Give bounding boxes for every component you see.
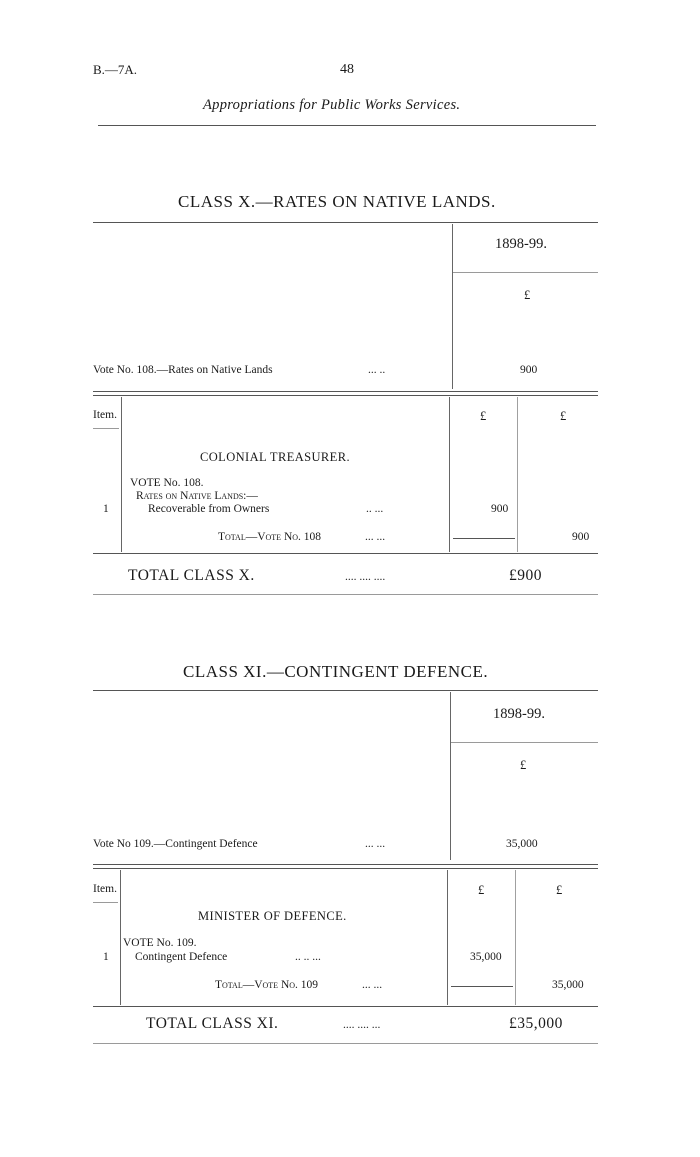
class-x-item-header: Item. [93,409,117,421]
page-number: 48 [340,62,354,77]
class-x-vote-summary-dots: ... .. [368,364,386,376]
class-xi-total-amount: £35,000 [509,1015,563,1032]
class-xi-total-vote-label: Total—Vote No. 109 [215,979,319,991]
class-xi-col1-currency: £ [478,883,485,897]
class-xi-vote-summary-label: Vote No 109.—Contingent Defence [93,838,258,850]
class-x-total-vote-label: Total—Vote No. 108 [218,531,322,543]
class-x-col1-currency: £ [480,409,487,423]
class-xi-total-label: TOTAL CLASS XI. [146,1015,279,1032]
class-x-table-bottom-rule [93,553,598,554]
class-x-total-dots: .... .... .... [345,571,386,583]
class-xi-subtotal-rule [451,986,513,987]
class-x-top-rule [93,222,598,223]
running-title: Appropriations for Public Works Services. [203,97,461,113]
class-x-total-amount: £900 [509,567,542,584]
class-xi-department: MINISTER OF DEFENCE. [198,909,347,923]
class-xi-year: 1898-99. [493,706,545,722]
class-x-vote-summary-amount: 900 [520,364,538,376]
class-xi-amount1-divider [447,870,448,1005]
class-xi-currency: £ [520,758,527,772]
class-xi-title: CLASS XI.—CONTINGENT DEFENCE. [183,662,489,681]
class-x-item-amount: 900 [491,503,509,515]
class-xi-col2-currency: £ [556,883,563,897]
class-xi-summary-rule-2 [93,868,598,869]
class-xi-item-desc: Contingent Defence [135,951,228,963]
class-xi-summary-divider [450,692,451,860]
class-xi-vote-line: VOTE No. 109. [123,937,197,949]
class-xi-item-header: Item. [93,883,117,895]
class-xi-top-rule [93,690,598,691]
class-x-total-label: TOTAL CLASS X. [128,567,255,584]
class-x-summary-divider [452,224,453,389]
class-x-item-desc: Recoverable from Owners [148,503,270,515]
class-xi-vote-summary-dots: ... ... [365,838,386,850]
class-xi-year-rule [451,742,598,743]
class-xi-item-dots: .. .. ... [295,951,321,963]
class-xi-total-vote-dots: ... ... [362,979,383,991]
class-xi-item-col-divider [120,870,121,1005]
class-xi-item-header-rule [93,902,118,903]
class-xi-summary-rule-1 [93,864,598,865]
class-x-vote-line: VOTE No. 108. [130,477,204,489]
class-x-item-number: 1 [103,503,109,515]
class-x-end-rule [93,594,598,595]
class-x-amount2-divider [517,397,518,552]
class-x-year: 1898-99. [495,236,547,252]
class-x-currency: £ [524,288,531,302]
class-xi-item-amount: 35,000 [470,951,502,963]
page-reference: B.—7A. [93,62,138,77]
class-xi-table-bottom-rule [93,1006,598,1007]
class-xi-total-vote-amount: 35,000 [552,979,584,991]
class-xi-amount2-divider [515,870,516,1005]
class-xi-end-rule [93,1043,598,1044]
class-x-year-rule [453,272,598,273]
class-x-department: COLONIAL TREASURER. [200,450,350,464]
class-xi-vote-summary-amount: 35,000 [506,838,538,850]
class-x-subhead: Rates on Native Lands:— [136,490,258,502]
class-x-vote-summary-label: Vote No. 108.—Rates on Native Lands [93,364,273,376]
header-rule [98,125,596,126]
class-x-summary-rule-1 [93,391,598,392]
class-x-subtotal-rule [453,538,515,539]
class-x-amount1-divider [449,397,450,552]
class-x-title: CLASS X.—RATES ON NATIVE LANDS. [178,192,496,211]
class-x-total-vote-amount: 900 [572,531,590,543]
class-x-col2-currency: £ [560,409,567,423]
class-x-item-dots: .. ... [366,503,384,515]
class-xi-item-number: 1 [103,951,109,963]
class-x-item-header-rule [93,428,119,429]
class-x-total-vote-dots: ... ... [365,531,386,543]
class-x-summary-rule-2 [93,395,598,396]
class-x-item-col-divider [121,397,122,552]
class-xi-total-dots: .... .... ... [343,1019,381,1031]
